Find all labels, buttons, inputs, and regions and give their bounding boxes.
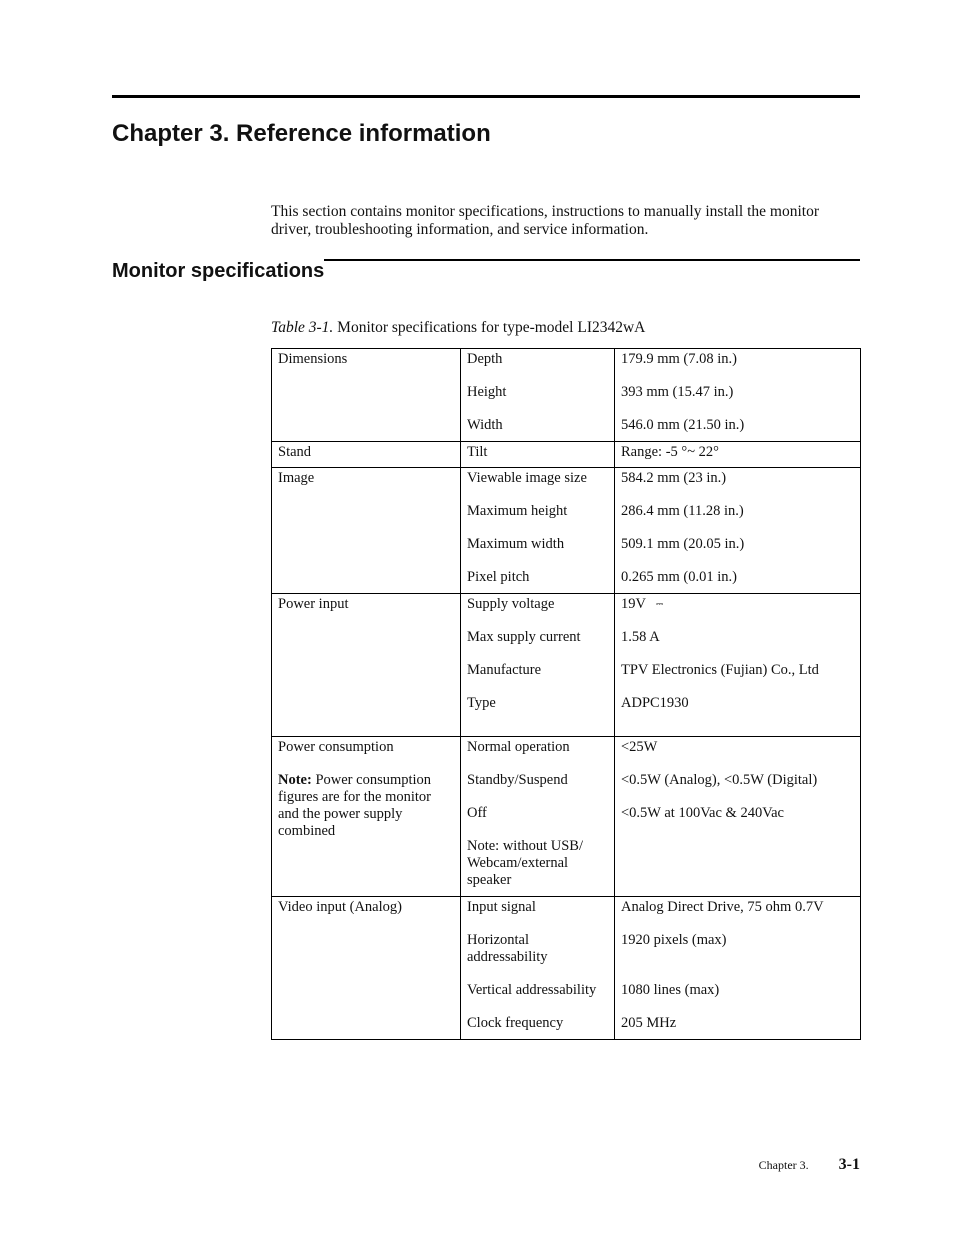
item-label: Tilt: [467, 444, 488, 460]
item-value: 393 mm (15.47 in.): [621, 384, 734, 400]
item-label: Off: [467, 805, 487, 821]
item-value: 286.4 mm (11.28 in.): [621, 503, 744, 519]
item-value: 509.1 mm (20.05 in.): [621, 536, 745, 552]
item-value: 1920 pixels (max): [621, 932, 727, 948]
table-row-dimensions: [272, 349, 861, 442]
row-values: [615, 737, 861, 897]
note-text: Power consumption figures are for the monitor and the power supply combined: [278, 772, 432, 839]
item-value: <0.5W (Analog), <0.5W (Digital): [621, 772, 818, 788]
supply-voltage-value: 19V: [621, 596, 646, 612]
power-consumption-label: Power consumption: [278, 739, 394, 755]
row-items: [461, 737, 615, 897]
item-value: 1.58 A: [621, 629, 660, 646]
row-items: [461, 349, 615, 442]
item-label: Depth: [467, 351, 503, 367]
item-label: Standby/Suspend: [467, 772, 568, 788]
intro-paragraph: This section contains monitor specifications, instructions to manually install the monitor driver, troubleshooting information, and service information.: [271, 203, 820, 238]
item-label: Manufacture: [467, 662, 542, 678]
row-label: [272, 737, 461, 897]
item-label: Input signal: [467, 899, 536, 915]
item-label: Clock frequency: [467, 1015, 564, 1031]
item-value: 0.265 mm (0.01 in.): [621, 569, 737, 585]
table-row-stand: [272, 442, 861, 468]
item-value: 179.9 mm (7.08 in.): [621, 351, 737, 367]
item-label: Maximum width: [467, 536, 565, 552]
item-label: Maximum height: [467, 503, 568, 519]
row-values: [615, 349, 861, 442]
section-title: Monitor specifications: [112, 260, 325, 282]
item-value: <25W: [621, 739, 658, 755]
item-label: Supply voltage: [467, 596, 555, 612]
item-value: TPV Electronics (Fujian) Co., Ltd: [621, 662, 819, 679]
row-values: [615, 442, 861, 468]
item-value: ADPC1930: [621, 695, 689, 712]
table-caption-label: Table 3-1.: [271, 319, 334, 336]
item-value: 1080 lines (max): [621, 982, 720, 998]
chapter-title: Chapter 3. Reference information: [112, 120, 491, 147]
row-items: [461, 897, 615, 1040]
item-label: Width: [467, 417, 503, 433]
top-rule: [112, 95, 860, 98]
item-value: 546.0 mm (21.50 in.): [621, 417, 745, 433]
item-label: Type: [467, 695, 496, 711]
item-label: Note: without USB/ Webcam/external speaker: [467, 838, 584, 888]
row-values: [615, 468, 861, 594]
item-value: 205 MHz: [621, 1015, 677, 1031]
row-label: Power input: [272, 594, 461, 737]
row-label: Video input (Analog): [272, 897, 461, 1040]
item-label: Horizontal addressability: [467, 932, 548, 965]
item-value: [621, 596, 854, 613]
table-caption: [271, 319, 645, 337]
row-label: Stand: [272, 442, 461, 468]
item-label: Height: [467, 384, 507, 400]
note-label: Note:: [278, 772, 312, 788]
dc-symbol-icon: ⎓: [655, 599, 664, 610]
row-items: [461, 594, 615, 737]
power-consumption-note: [278, 772, 431, 839]
page-number: 3-1: [838, 1156, 860, 1173]
row-items: [461, 442, 615, 468]
item-value: Analog Direct Drive, 75 ohm 0.7V: [621, 899, 824, 915]
table-row-power-consumption: [272, 737, 861, 897]
table-row-video-input: [272, 897, 861, 1040]
spec-table: [271, 348, 861, 1040]
item-label: Max supply current: [467, 629, 581, 645]
row-values: [615, 897, 861, 1040]
item-label: Pixel pitch: [467, 569, 530, 585]
item-value: 584.2 mm (23 in.): [621, 470, 727, 486]
item-value: Range: -5 °~ 22°: [621, 444, 719, 460]
item-label: Viewable image size: [467, 470, 587, 486]
table-caption-text: Monitor specifications for type-model LI2342wA: [337, 319, 646, 336]
item-label: Vertical addressability: [467, 982, 597, 998]
row-label: Dimensions: [272, 349, 461, 442]
table-row-power-input: [272, 594, 861, 737]
footer-chapter: Chapter 3.: [758, 1158, 809, 1172]
page-footer: [759, 1156, 860, 1174]
item-value: <0.5W at 100Vac & 240Vac: [621, 805, 784, 821]
row-label: Image: [272, 468, 461, 594]
row-values: [615, 594, 861, 737]
table-row-image: [272, 468, 861, 594]
row-items: [461, 468, 615, 594]
item-label: Normal operation: [467, 739, 570, 755]
